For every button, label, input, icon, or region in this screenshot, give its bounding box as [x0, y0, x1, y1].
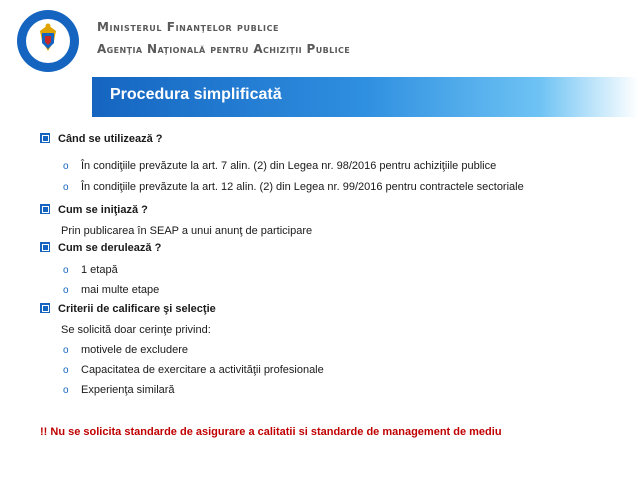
- section-question: Cum se derulează ?: [58, 242, 162, 254]
- list-item: [63, 159, 496, 174]
- title-banner: [92, 77, 638, 117]
- list-item: [63, 383, 175, 398]
- circle-bullet-icon: o: [63, 161, 69, 172]
- list-item-text: Capacitatea de exercitare a activităţii profesionale: [81, 364, 324, 376]
- section-text: Se solicită doar cerinţe privind:: [61, 324, 211, 336]
- list-item-text: motivele de excludere: [81, 344, 189, 356]
- circle-bullet-icon: o: [63, 385, 69, 396]
- list-item: [63, 283, 159, 298]
- section-question: Când se utilizează ?: [58, 133, 163, 145]
- list-item-text: Experienţa similară: [81, 384, 175, 396]
- section-text: Prin publicarea în SEAP a unui anunţ de participare: [61, 225, 313, 237]
- slide-title: Procedura simplificată: [110, 86, 282, 103]
- government-crest-icon: [16, 9, 80, 73]
- circle-bullet-icon: o: [63, 345, 69, 356]
- circle-bullet-icon: o: [63, 182, 69, 193]
- warning-note: !! Nu se solicita standarde de asigurare a calitatii si standarde de management de mediu: [40, 426, 502, 438]
- list-item: [63, 363, 324, 378]
- ministry-name: Ministerul Finanţelor publice: [97, 20, 280, 34]
- section-1-heading: [40, 132, 163, 146]
- list-item-text: În condiţiile prevăzute la art. 12 alin. (2) din Legea nr. 99/2016 pentru contractele sectoriale: [81, 181, 524, 193]
- section-2-heading: [40, 203, 148, 217]
- circle-bullet-icon: o: [63, 285, 69, 296]
- agency-name: Agenţia Naţională pentru Achiziţii Publice: [97, 42, 351, 56]
- section-3-heading: [40, 241, 161, 255]
- list-item: [63, 343, 188, 358]
- list-item-text: mai multe etape: [81, 284, 160, 296]
- section-question: Criterii de calificare şi selecţie: [58, 303, 216, 315]
- slide-header: [0, 0, 638, 118]
- square-bullet-icon: [40, 242, 50, 252]
- list-item: [63, 263, 118, 278]
- section-4-heading: [40, 302, 216, 316]
- square-bullet-icon: [40, 303, 50, 313]
- list-item: [63, 180, 524, 195]
- square-bullet-icon: [40, 133, 50, 143]
- circle-bullet-icon: o: [63, 365, 69, 376]
- list-item-text: 1 etapă: [81, 264, 118, 276]
- section-question: Cum se iniţiază ?: [58, 204, 148, 216]
- circle-bullet-icon: o: [63, 265, 69, 276]
- list-item-text: În condiţiile prevăzute la art. 7 alin. (2) din Legea nr. 98/2016 pentru achiziţiile publice: [81, 160, 497, 172]
- square-bullet-icon: [40, 204, 50, 214]
